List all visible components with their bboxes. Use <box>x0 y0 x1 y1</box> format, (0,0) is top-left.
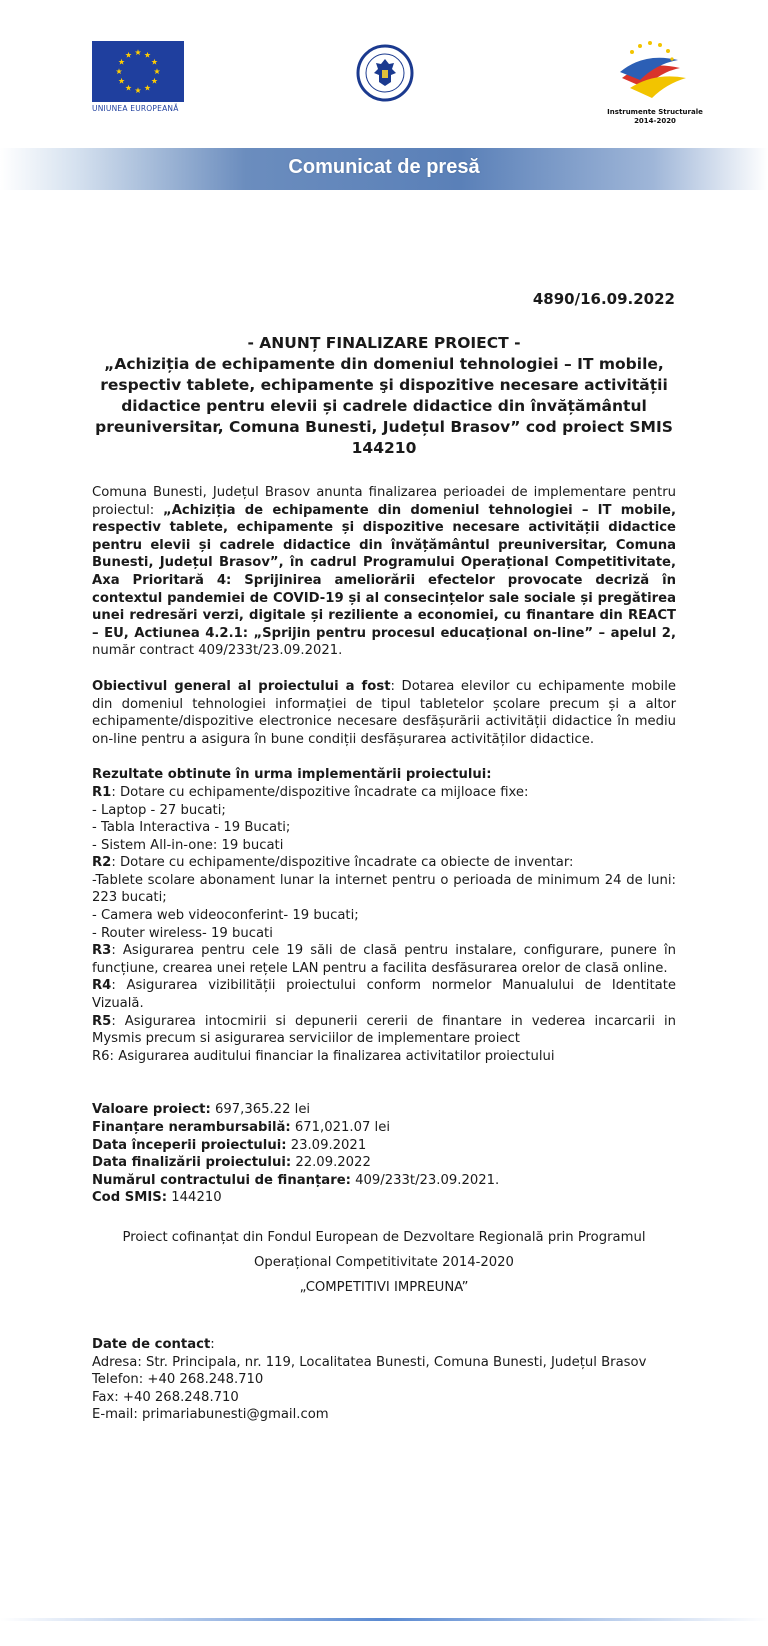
result-text: : Dotare cu echipamente/dispozitive încadrate ca mijloace fixe: <box>111 784 529 800</box>
result-label: R4 <box>92 978 112 994</box>
funding-statement <box>82 1225 686 1300</box>
results-section <box>92 766 676 1065</box>
result-r3 <box>92 942 676 977</box>
logo-row <box>0 0 768 140</box>
headline-line: 144210 <box>351 439 417 457</box>
headline-line: didactice pentru elevii și cadrele didactice din învățământul <box>121 397 647 415</box>
contact-label: Date de contact <box>92 1336 211 1352</box>
result-label: R2 <box>92 855 112 871</box>
intro-lead: Comuna Bunesti, Județul Brasov anunta finalizarea perioadei de implementare pentru proiectul: <box>92 485 676 518</box>
objective-text: : Dotarea elevilor cu echipamente mobile din domeniul tehnologiei informației de tipul tabletelor școlare precum și a altor echipamente/dispozitive electronice necesare desfășurării activității didactice în mediu on-line pentru a asigura în bune condiții desfășurarea activităților didactice. <box>92 678 676 747</box>
objective-label: Obiectivul general al proiectului a fost <box>92 678 391 694</box>
result-r5 <box>92 1013 676 1048</box>
detail-label: Data finalizării proiectului: <box>92 1155 292 1171</box>
eu-caption: UNIUNEA EUROPEANĂ <box>92 104 179 113</box>
instrumente-structurale-emblem-icon <box>600 38 710 106</box>
detail-row <box>92 1119 676 1137</box>
detail-value: 22.09.2022 <box>291 1155 371 1171</box>
headline-line: „Achiziția de echipamente din domeniul tehnologiei – IT mobile, <box>104 355 664 373</box>
detail-value: 409/233t/23.09.2021. <box>350 1172 500 1188</box>
list-item: - Sistem All-in-one: 19 bucati <box>92 837 284 853</box>
result-r4 <box>92 977 676 1012</box>
list-item: - Tabla Interactiva - 19 Bucati; <box>92 820 291 836</box>
funding-line: Proiect cofinanțat din Fondul European de Dezvoltare Regională prin Programul <box>122 1229 646 1245</box>
instrumente-structurale-logo <box>600 38 710 128</box>
contact-address: Adresa: Str. Principala, nr. 119, Localitatea Bunesti, Comuna Bunesti, Județul Brasov <box>92 1354 647 1370</box>
project-title: „Achiziția de echipamente din domeniul tehnologiei – IT mobile, respectiv tablete, echipamente și dispozitive necesare activității didactice pentru elevii și cadrele didactice din învățământul preuniversitar, Comuna Bunesti, Județul Brasov”, în cadrul Programului Operațional Competitivitate, Axa Prioritară 4: Sprijinirea ameliorării efectelor provocate decriză în contextul pandemiei de COVID-19 și al consecințelor sale sociale și pregătirea unei redresări verzi, digitale și reziliente a economiei, cu finantare din REACT – EU, Actiunea 4.2.1: „Sprijin pentru procesul educațional on-line” – apelul 2, <box>92 502 676 641</box>
result-text: : Asigurarea pentru cele 19 săli de clasă pentru instalare, configurare, punere în funcțiune, crearea unei rețele LAN pentru a facilita desfăsurarea orelor de clasă online. <box>92 943 676 976</box>
detail-label: Numărul contractului de finanțare: <box>92 1172 351 1188</box>
list-item: - Camera web videoconferint- 19 bucati; <box>92 908 359 924</box>
headline-line: - ANUNȚ FINALIZARE PROIECT - <box>247 334 521 352</box>
detail-row <box>92 1101 676 1119</box>
footer-divider <box>0 1618 768 1621</box>
detail-label: Cod SMIS: <box>92 1190 168 1206</box>
headline <box>92 333 676 459</box>
detail-value: 671,021.07 lei <box>290 1120 390 1135</box>
result-text: : Dotare cu echipamente/dispozitive încadrate ca obiecte de inventar: <box>111 855 574 871</box>
detail-value: 697,365.22 lei <box>210 1102 311 1118</box>
contact-section <box>92 1336 676 1424</box>
detail-label: Data începerii proiectului: <box>92 1137 287 1153</box>
eu-logo <box>92 41 184 113</box>
detail-row <box>92 1189 676 1207</box>
detail-row <box>92 1172 676 1190</box>
result-r6: R6: Asigurarea auditului financiar la finalizarea activitatilor proiectului <box>92 1048 555 1064</box>
result-text: : Asigurarea intocmirii si depunerii cererii de finantare in vederea incarcarii in Mysmis precum si asigurarea serviciilor de implementare proiect <box>92 1013 676 1047</box>
detail-row <box>92 1137 676 1155</box>
result-label: R1 <box>92 784 112 800</box>
banner-title: Comunicat de presă <box>288 156 480 178</box>
funding-line: Operațional Competitivitate 2014-2020 <box>254 1254 514 1270</box>
detail-row <box>92 1154 676 1172</box>
is-caption-years: 2014-2020 <box>634 117 676 125</box>
romanian-government-seal-icon <box>356 44 414 102</box>
contact-colon: : <box>210 1336 215 1352</box>
eu-flag-icon <box>92 41 184 102</box>
list-item: - Laptop - 27 bucati; <box>92 802 226 818</box>
press-release-banner <box>0 148 768 190</box>
intro-tail: număr contract 409/233t/23.09.2021. <box>92 643 343 659</box>
headline-line: respectiv tablete, echipamente şi dispozitive necesare activității <box>100 376 668 394</box>
result-label: R3 <box>92 943 112 959</box>
contact-email: E-mail: primariabunesti@gmail.com <box>92 1407 329 1423</box>
detail-label: Finanțare nerambursabilă: <box>92 1120 291 1135</box>
results-heading: Rezultate obtinute în urma implementării proiectului: <box>92 767 492 783</box>
contact-fax: Fax: +40 268.248.710 <box>92 1389 239 1405</box>
list-item: - Router wireless- 19 bucati <box>92 925 273 941</box>
result-r2 <box>92 854 676 872</box>
instrumente-structurale-caption <box>600 108 710 126</box>
list-item: -Tablete scolare abonament lunar la internet pentru o perioada de minimum 24 de luni: 223 bucati; <box>92 872 676 906</box>
headline-line: preuniversitar, Comuna Bunesti, Județul Brasov” cod proiect SMIS <box>95 418 673 436</box>
objective-paragraph <box>92 678 676 748</box>
document-number: 4890/16.09.2022 <box>532 290 675 308</box>
is-caption-title: Instrumente Structurale <box>607 108 703 116</box>
contact-phone: Telefon: +40 268.248.710 <box>92 1372 264 1388</box>
press-release-body <box>92 484 676 1424</box>
funding-slogan: „COMPETITIVI IMPREUNA” <box>299 1279 469 1295</box>
project-details <box>92 1101 676 1207</box>
result-r1 <box>92 784 676 802</box>
detail-label: Valoare proiect: <box>92 1102 211 1118</box>
intro-paragraph <box>92 484 676 660</box>
detail-value: 23.09.2021 <box>286 1137 367 1153</box>
result-label: R5 <box>92 1013 112 1029</box>
detail-value: 144210 <box>167 1190 222 1206</box>
result-text: : Asigurarea vizibilității proiectului conform normelor Manualului de Identitate Vizuală. <box>92 978 676 1012</box>
